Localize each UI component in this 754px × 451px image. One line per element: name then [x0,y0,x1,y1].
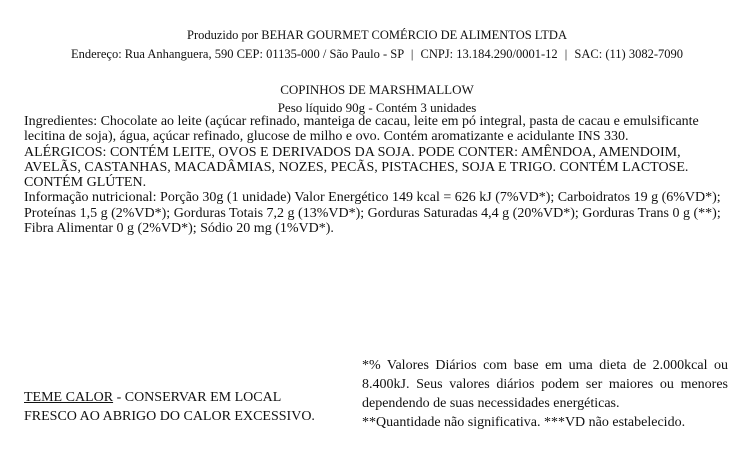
product-name: COPINHOS DE MARSHMALLOW [280,82,474,97]
address-sac: SAC: (11) 3082-7090 [574,47,683,61]
address-separator: | [564,47,568,61]
net-weight: Peso líquido 90g - Contém 3 unidades [277,100,477,115]
footnote-not-significant: **Quantidade não significativa. ***VD não estabelecido. [362,415,686,430]
daily-values-footnote [362,356,728,432]
address-cnpj: CNPJ: 13.184.290/0001-12 [420,47,558,61]
address-location: Endereço: Rua Anhanguera, 590 CEP: 01135-000 / São Paulo - SP [71,47,404,61]
footnote-daily-values: *% Valores Diários com base em uma dieta de 2.000kcal ou 8.400kJ. Seus valores diários podem ser maiores ou menores dependendo de suas necessidades energéticas. [362,358,728,411]
storage-line-2: FRESCO AO ABRIGO DO CALOR EXCESSIVO. [24,409,315,424]
label-body [24,114,730,236]
address-line [0,46,754,62]
storage-warning: TEME CALOR [24,390,114,405]
storage-line-1 [24,388,344,407]
storage-instructions [24,388,344,426]
ingredients-text: Ingredientes: Chocolate ao leite (açúcar refinado, manteiga de cacau, leite em pó integral, pasta de cacau e emulsificante lecitina de soja), água, açúcar refinado, glucose de milho e ovo. Contém aromatizante e acidulante INS 330. [24,114,699,145]
allergens-text: ALÉRGICOS: CONTÉM LEITE, OVOS E DERIVADOS DA SOJA. PODE CONTER: AMÊNDOA, AMENDOIM, AVELÃS, CASTANHAS, MACADÂMIAS, NOZES, PECÃS, PISTACHES, SOJA E TRIGO. CONTÉM LACTOSE. CONTÉM GLÚTEN. [24,144,689,191]
producer-line: Produzido por BEHAR GOURMET COMÉRCIO DE ALIMENTOS LTDA [187,28,567,42]
address-separator: | [410,47,414,61]
storage-rest: - CONSERVAR EM LOCAL [113,390,282,405]
nutrition-text: Informação nutricional: Porção 30g (1 unidade) Valor Energético 149 kcal = 626 kJ (7%VD*); Carboidratos 19 g (6%VD*); Proteínas 1,5 g (2%VD*); Gorduras Totais 7,2 g (13%VD*); Gorduras Saturadas 4,4 g (20%VD*); Gorduras Trans 0 g (**); Fibra Alimentar 0 g (2%VD*); Sódio 20 mg (1%VD*). [24,190,721,237]
